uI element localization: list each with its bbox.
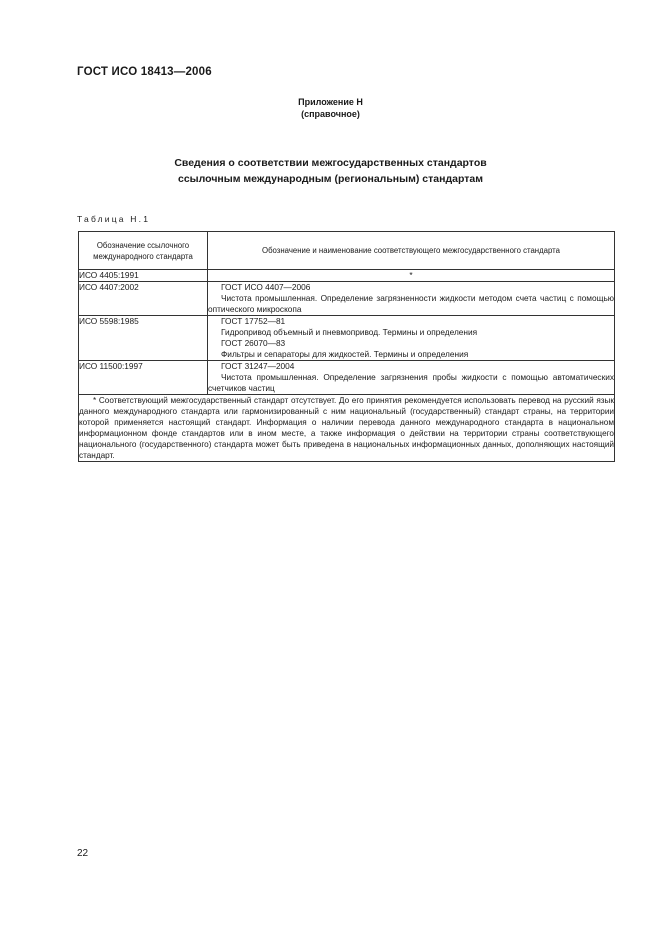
iso-designation: ИСО 5598:1985 — [79, 316, 208, 361]
document-code: ГОСТ ИСО 18413—2006 — [77, 66, 212, 78]
section-title-line-1: Сведения о соответствии межгосударственных стандартов — [174, 157, 487, 169]
section-title — [0, 155, 661, 187]
table-row — [79, 282, 615, 316]
iso-designation: ИСО 4405:1991 — [79, 270, 208, 282]
gost-entry — [208, 361, 615, 395]
gost-name: Чистота промышленная. Определение загрязненности жидкости методом счета частиц с помощью оптического микроскопа — [208, 293, 614, 314]
iso-designation: ИСО 11500:1997 — [79, 361, 208, 395]
table-footnote-row — [79, 395, 615, 462]
gost-designation: ГОСТ 17752—81 — [221, 316, 286, 326]
table-row — [79, 361, 615, 395]
table-footnote: * Соответствующий межгосударственный стандарт отсутствует. До его принятия рекомендуется использовать перевод на русский язык данного международного стандарта или гармонизированный с ним национальный (государственный) стандарт страны, на территории которой применяется настоящий стандарт. Информация о наличии перевода данного международного стандарта в национальном информационном фонде стандартов или в ином месте, а также информация о действии на территории страны соответствующего национального (государственного) стандарта может быть приведена в национальных информационных данных, дополняющих настоящий стандарт. — [79, 396, 614, 460]
page-number: 22 — [77, 848, 89, 859]
annex-title: Приложение Н — [298, 97, 363, 107]
iso-designation: ИСО 4407:2002 — [79, 282, 208, 316]
gost-absent-mark: * — [208, 270, 615, 282]
header-gost-designation: Обозначение и наименование соответствующего межгосударственного стандарта — [208, 232, 615, 270]
header-iso-line-1: Обозначение ссылочного — [96, 240, 190, 250]
table-row — [79, 316, 615, 361]
annex-heading — [0, 96, 661, 120]
gost-designation: ГОСТ 26070—83 — [221, 338, 286, 348]
header-iso-designation — [79, 232, 208, 270]
table-caption: Таблица Н.1 — [77, 214, 151, 224]
table-header-row — [79, 232, 615, 270]
gost-name: Фильтры и сепараторы для жидкостей. Термины и определения — [221, 349, 469, 359]
gost-designation: ГОСТ ИСО 4407—2006 — [221, 282, 311, 292]
gost-entry — [208, 316, 615, 361]
table-row — [79, 270, 615, 282]
gost-name: Чистота промышленная. Определение загрязнения пробы жидкости с помощью автоматических счетчиков частиц — [208, 372, 614, 393]
gost-name: Гидропривод объемный и пневмопривод. Термины и определения — [221, 327, 478, 337]
gost-designation: ГОСТ 31247—2004 — [221, 361, 295, 371]
gost-entry — [208, 282, 615, 316]
section-title-line-2: ссылочным международным (региональным) стандартам — [178, 173, 483, 185]
correspondence-table — [78, 231, 615, 462]
header-iso-line-2: международного стандарта — [93, 251, 193, 261]
annex-subtitle: (справочное) — [301, 109, 360, 119]
